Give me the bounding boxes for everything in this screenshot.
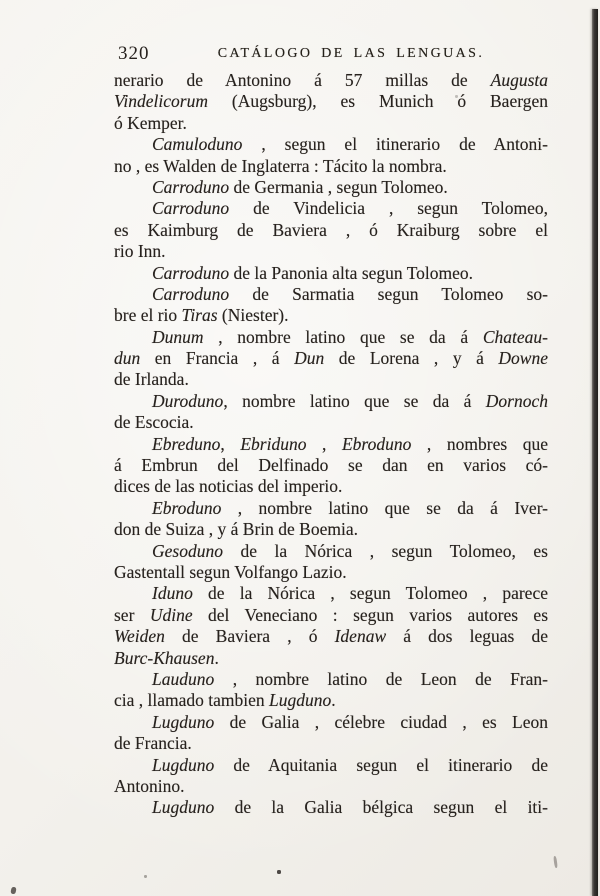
text-line: [114, 134, 548, 155]
text-segment: , nombre latino que se da á Iver-: [221, 497, 548, 518]
text-segment: de la Galia bélgica segun el iti-: [214, 797, 548, 818]
scan-edge-bar: [592, 9, 598, 896]
place-name-italic: Lugduno: [152, 711, 215, 732]
text-segment: Antonino.: [114, 775, 185, 796]
place-name-italic: Weiden: [114, 626, 165, 647]
text-segment: es Kaimburg de Baviera , ó Kraiburg sobre el: [114, 219, 548, 240]
place-name-italic: Vindelicorum: [114, 91, 208, 112]
text-segment: de la Nórica , segun Tolomeo , parece: [192, 583, 548, 604]
text-segment: de la Nórica , segun Tolomeo, es: [222, 540, 548, 561]
text-segment: Gastentall segun Volfango Lazio.: [114, 561, 347, 582]
place-name-italic: Ebreduno: [152, 433, 221, 454]
place-name-italic: Chateau-: [482, 326, 548, 347]
place-name-italic: Ebroduno: [152, 497, 222, 518]
text-segment: ,: [306, 433, 342, 454]
text-segment: de Galia , célebre ciudad , es Leon: [214, 711, 548, 732]
text-segment: , nombre latino que se da á: [223, 390, 486, 411]
text-line: [114, 156, 548, 177]
place-name-italic: Carroduno: [152, 198, 230, 219]
text-line: [114, 198, 548, 219]
scan-speck: [553, 856, 558, 868]
scan-speck: [10, 887, 16, 895]
text-line: [114, 797, 548, 818]
text-segment: .: [331, 690, 336, 711]
text-segment: nerario de Antonino á 57 millas de: [114, 70, 491, 90]
text-line: [114, 690, 548, 711]
place-name-italic: Lugduno: [152, 754, 215, 775]
text-line: [114, 305, 548, 326]
scan-speck: [277, 870, 281, 874]
text-segment: á Embrun del Delfinado se dan en varios có-: [114, 455, 548, 476]
text-line: [114, 177, 548, 198]
text-segment: ,: [220, 433, 241, 454]
place-name-italic: Idenaw: [334, 626, 387, 647]
text-line: [114, 348, 548, 369]
page-number: 320: [118, 43, 150, 64]
text-line: [114, 70, 548, 91]
text-block: [114, 70, 548, 819]
text-segment: ser: [114, 604, 150, 625]
text-segment: cia , llamado tambien: [114, 690, 270, 711]
text-segment: de Irlanda.: [114, 369, 189, 390]
place-name-italic: Duroduno: [152, 390, 224, 411]
text-line: [114, 220, 548, 241]
text-segment: .: [214, 647, 219, 668]
place-name-italic: Gesoduno: [152, 540, 223, 561]
text-segment: de Escocia.: [114, 412, 194, 433]
place-name-italic: Tiras: [181, 305, 218, 326]
place-name-italic: Ebriduno: [240, 433, 307, 454]
text-segment: , nombre latino que se da á: [203, 326, 483, 347]
page-title: CATÁLOGO DE LAS LENGUAS.: [217, 46, 485, 61]
place-name-italic: Iduno: [152, 583, 193, 604]
text-segment: don de Suiza , y á Brin de Boemia.: [114, 519, 358, 540]
text-line: [114, 455, 548, 476]
text-line: [114, 369, 548, 390]
text-line: [114, 626, 548, 647]
text-segment: , nombres que: [411, 433, 548, 454]
text-line: [114, 263, 548, 284]
text-segment: ó Kemper.: [114, 112, 187, 133]
text-segment: (Augsburg), es Munich ó Baergen: [207, 91, 548, 112]
text-line: [114, 562, 548, 583]
scan-speck: [455, 95, 458, 98]
place-name-italic: Lugduno: [152, 797, 215, 818]
text-segment: de Aquitania segun el itinerario de: [214, 754, 548, 775]
text-line: [114, 476, 548, 497]
text-segment: de Vindelicia , segun Tolomeo,: [229, 198, 548, 219]
text-line: [114, 434, 548, 455]
text-segment: rio Inn.: [114, 241, 166, 262]
text-line: [114, 412, 548, 433]
place-name-italic: Dun: [294, 348, 325, 369]
text-segment: de Lorena , y á: [324, 348, 499, 369]
text-line: [114, 712, 548, 733]
text-segment: dices de las noticias del imperio.: [114, 476, 343, 497]
text-segment: en Francia , á: [140, 348, 295, 369]
place-name-italic: Lugduno: [269, 690, 332, 711]
place-name-italic: Augusta: [490, 70, 548, 90]
place-name-italic: Carroduno: [152, 176, 230, 197]
place-name-italic: Dunum: [152, 326, 204, 347]
text-line: [114, 733, 548, 754]
text-segment: de la Panonia alta segun Tolomeo.: [229, 262, 474, 283]
place-name-italic: dun: [114, 348, 141, 369]
page-header: [114, 42, 548, 66]
text-line: [114, 776, 548, 797]
text-segment: del Veneciano : segun varios autores es: [192, 604, 549, 625]
text-segment: de Baviera , ó: [164, 626, 335, 647]
text-line: [114, 498, 548, 519]
place-name-italic: Downe: [498, 348, 548, 369]
text-line: [114, 391, 548, 412]
text-line: [114, 91, 548, 112]
place-name-italic: Camuloduno: [152, 134, 243, 155]
text-line: [114, 583, 548, 604]
place-name-italic: Udine: [149, 604, 193, 625]
text-line: [114, 519, 548, 540]
text-line: [114, 541, 548, 562]
text-segment: bre el rio: [114, 305, 182, 326]
text-line: [114, 648, 548, 669]
text-segment: , nombre latino de Leon de Fran-: [214, 668, 548, 689]
text-line: [114, 669, 548, 690]
place-name-italic: Ebroduno: [341, 433, 412, 454]
text-segment: de Germania , segun Tolomeo.: [229, 176, 448, 197]
place-name-italic: Lauduno: [152, 668, 215, 689]
text-line: [114, 605, 548, 626]
place-name-italic: Carroduno: [152, 283, 230, 304]
text-line: [114, 327, 548, 348]
text-segment: á dos leguas de: [386, 626, 548, 647]
text-line: [114, 755, 548, 776]
scan-speck: [144, 875, 147, 878]
text-segment: , segun el itinerario de Antoni-: [242, 134, 548, 155]
place-name-italic: Carroduno: [152, 262, 230, 283]
text-segment: no , es Walden de Inglaterra : Tácito la nombra.: [114, 155, 447, 176]
text-segment: de Sarmatia segun Tolomeo so-: [229, 283, 548, 304]
text-segment: (Niester).: [217, 305, 289, 326]
text-segment: de Francia.: [114, 733, 192, 754]
text-line: [114, 241, 548, 262]
place-name-italic: Dornoch: [485, 390, 548, 411]
place-name-italic: Burc-Khausen: [114, 647, 215, 668]
text-line: [114, 284, 548, 305]
text-line: [114, 113, 548, 134]
